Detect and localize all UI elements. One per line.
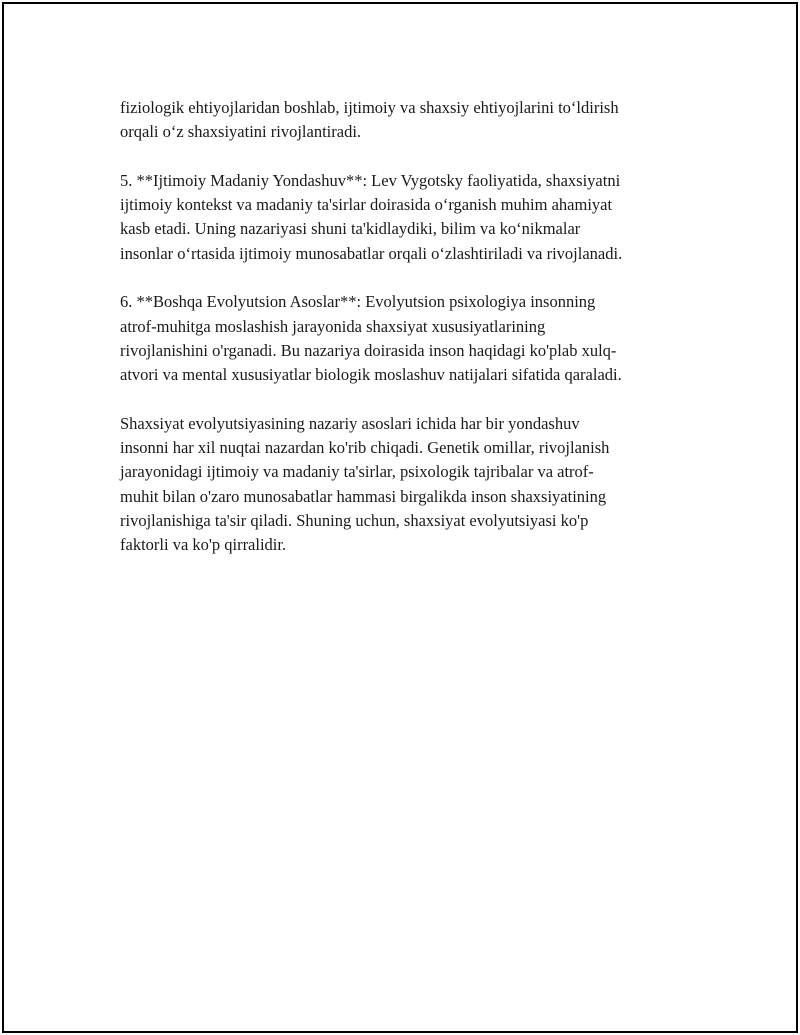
paragraph-conclusion: Shaxsiyat evolyutsiyasining nazariy asoslari ichida har bir yondashuv insonni har xil nuqtai nazardan ko'rib chiqadi. Genetik omillar, rivojlanish jarayonidagi ijtimoiy va madaniy ta'sirlar, psixologik tajribalar va atrof- muhit bilan o'zaro munosabatlar hammasi birgalikda inson shaxsiyatining rivojlanishiga ta'sir qiladi. Shuning uchun, shaxsiyat evolyutsiyasi ko'p faktorli va ko'p qirralidir. bbox=[120, 413, 610, 555]
document-body bbox=[120, 96, 690, 582]
page-frame bbox=[2, 2, 798, 1033]
paragraph-continuation: fiziologik ehtiyojlaridan boshlab, ijtimoiy va shaxsiy ehtiyojlarini to‘ldirish orqali o‘z shaxsiyatini rivojlantiradi. bbox=[120, 98, 619, 142]
paragraph-sociocultural-approach: 5. **Ijtimoiy Madaniy Yondashuv**: Lev Vygotsky faoliyatida, shaxsiyatni ijtimoiy kontekst va madaniy ta'sirlar doirasida o‘rganish muhim ahamiyat kasb etadi. Uning nazariyasi shuni ta'kidlaydiki, bilim va ko‘nikmalar insonlar o‘rtasida ijtimoiy munosabatlar orqali o‘zlashtiriladi va rivojlanadi. bbox=[120, 170, 623, 263]
paragraph-evolutionary-foundations: 6. **Boshqa Evolyutsion Asoslar**: Evolyutsion psixologiya insonning atrof-muhitga moslashish jarayonida shaxsiyat xususiyatlarining rivojlanishini o'rganadi. Bu nazariya doirasida inson haqidagi ko'plab xulq- atvori va mental xususiyatlar biologik moslashuv natijalari sifatida qaraladi. bbox=[120, 292, 622, 385]
